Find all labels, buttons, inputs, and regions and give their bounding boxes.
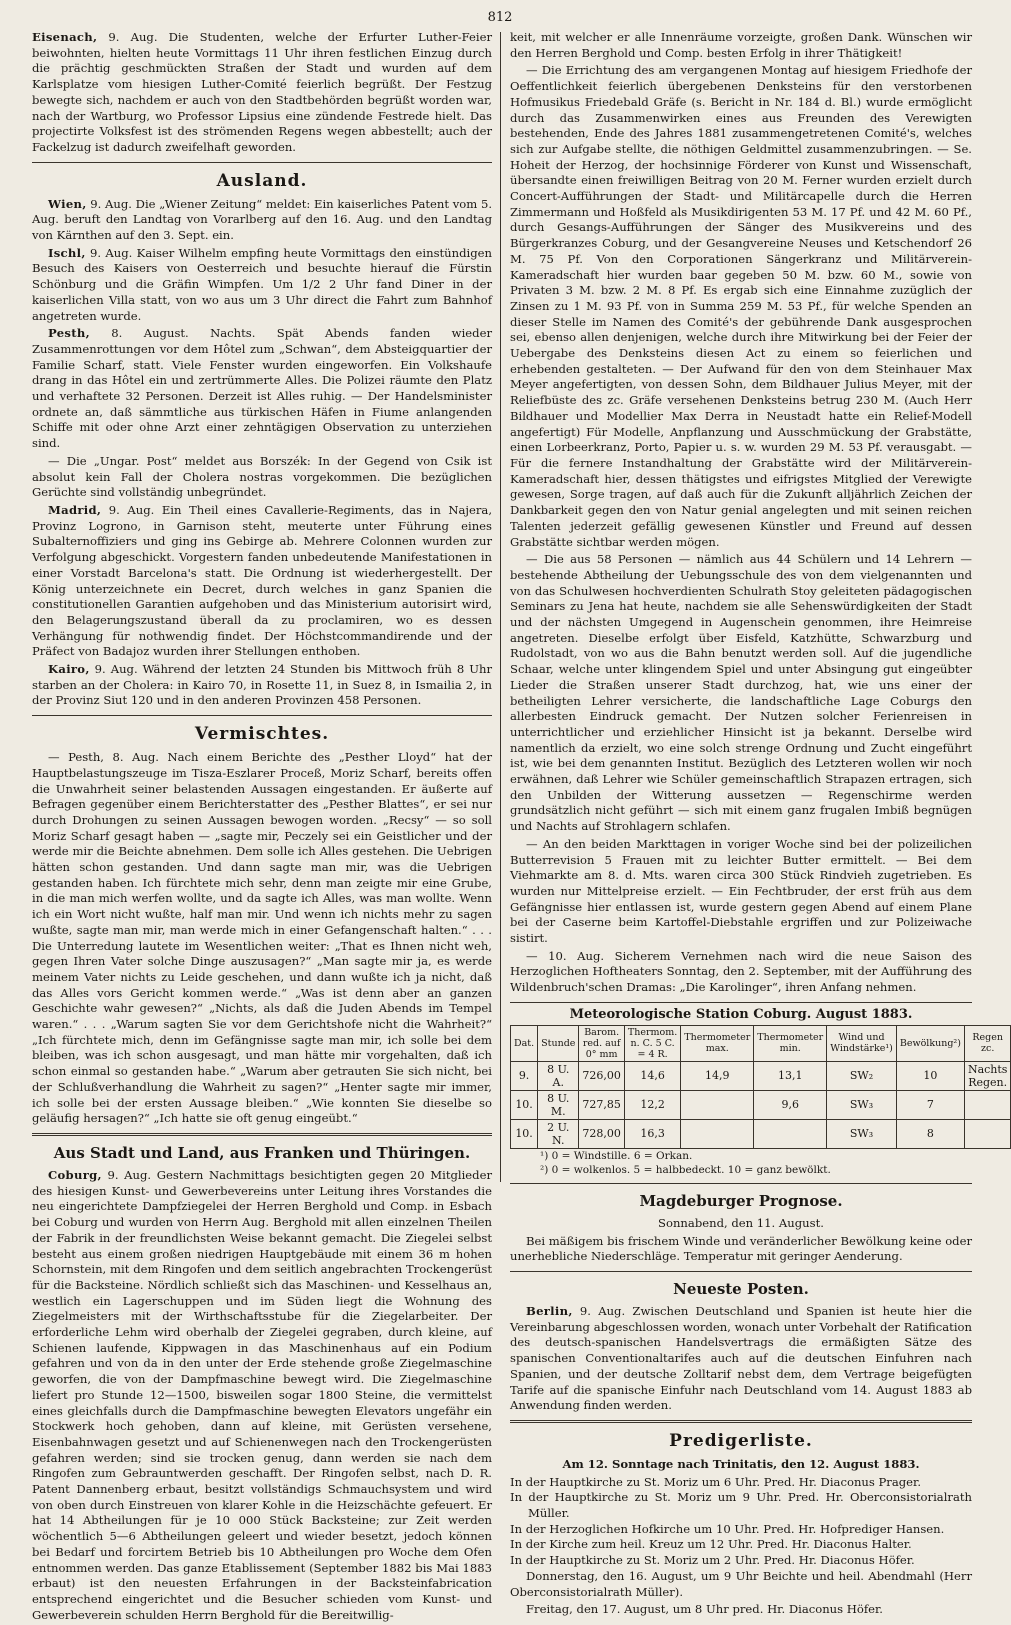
article-text: 9. Aug. Die „Wiener Zeitung“ meldet: Ein kaiserliches Patent vom 5. Aug. beruft den Landtag von Vorarlberg auf den 16. Aug. und den Landtag von Kärnthen auf den 3. Sept. ein. xyxy=(32,196,493,243)
table-cell xyxy=(754,1119,827,1148)
article-text: — Die „Ungar. Post“ meldet aus Borszék: In der Gegend von Csik ist absolut kein Fall der Cholera nostras vorgekommen. Die bezüglichen Gerüchte sind vollständig unbegründet. xyxy=(32,453,492,500)
article-text: 8. August. Nachts. Spät Abends fanden wieder Zusammenrottungen vor dem Hôtel zum „Schwan“, dem Absteigquartier der Familie Scharf, statt. Viele Fenster wurden eingeworfen. Ein Volkshaufe drang in das Hôtel ein und zertrümmerte Alles. Die Polizei räumte den Platz und verhaftete 32 Personen. Derzeit ist Alles ruhig. — Der Handelsminister ordnete an, daß sämmtliche aus türkischen Häfen in Fiume anlangenden Schiffe mit oder ohne Arzt einer zehntägigen Observation zu unterziehen sind. xyxy=(32,326,492,451)
section-divider xyxy=(32,1133,492,1136)
article-text: 9. Aug. Ein Theil eines Cavallerie-Regiments, das in Najera, Provinz Logrono, in Garnison steht, meuterte unter Führung eines Subalternoffiziers und ging ins Gebirge ab. Mehrere Colonnen wurden zur Verfolgung abgeschickt. Vorgestern fanden unbedeutende Manifestationen in einer Vorstadt Barcelona's statt. Die Ordnung ist wiederhergestellt. Der König unterzeichnete ein Decret, durch welches in ganz Spanien die constitutionellen Garantien aufgehoben und das Ministerium autorisirt wird, den Belagerungszustand überall da zu proclamiren, wo es dessen Verhängung für nothwendig findet. Der Höchstcommandirende und der Präfect von Badajoz wurden ihrer Stellungen enthoben. xyxy=(32,502,493,659)
article-denkstein: — Die Errichtung des am vergangenen Montag auf hiesigem Friedhofe der Oeffentlichkeit feierlich übergebenen Denksteins für den verstorbenen Hofmusikus Friedebald Gräfe (s. Bericht in Nr. 184 d. Bl.) wurde ermöglicht durch das Zusammenwirken eines aus Freunden des Verewigten bestehenden, Ende des Jahres 1881 zusammengetretenen Comité's, welches sich zur Aufgabe stellte, die nöthigen Geldmittel zusammenzubringen. — Se. Hoheit der Herzog, der hochsinnige Förderer von Kunst und Wissenschaft, übersandte einen freiwilligen Beitrag von 20 M. Ferner wurden erzielt durch Concert-Aufführungen der Stadt- und Militärcapelle durch die Herren Zimmermann und Hoßfeld als Musikdirigenten 53 M. 17 Pf. und 42 M. 60 Pf., durch Gesangs-Aufführungen der Sänger des Musikvereins und des Bürgerkranzes Coburg, und der Gesangvereine Neuses und Ketschendorf 26 M. 75 Pf. Von den Corporationen Sängerkranz und Militärverein-Kameradschaft hier wurden baar gegeben 50 M. bzw. 60 M., sowie von Privaten 3 M. bzw. 2 M. 8 Pf. Es ergab sich eine Einnahme zuzüglich der Zinsen zu 1 M. 93 Pf. von in Summa 259 M. 53 Pf., für welche Spenden an dieser Stelle im Namen des Comité's der gebührende Dank ausgesprochen sei, ebenso allen denjenigen, welche durch ihre Mitwirkung bei der Feier der Uebergabe des Denksteins diesen Act zu einem so feierlichen und erhebenden gestalteten. — Der Aufwand für den von dem Steinhauer Max Meyer angefertigten, von dessen Sohn, dem Bildhauer Julius Meyer, mit der Reliefbüste des zc. Gräfe versehenen Denksteins betrug 230 M. (Auch Herr Bildhauer und Modellier Max Derra in Neustadt hatte ein Relief-Modell angefertigt) Für Modelle, Anpflanzung und Ausschmückung der Grabstätte, einen Lorbeerkranz, Porto, Papier u. s. w. wurden 29 M. 53 Pf. verausgabt. — Für die fernere Instandhaltung der Grabstätte wird der Militärverein-Kameradschaft hier, dessen thätigstes und eifrigstes Mitglied der Verewigte gewesen, Sorge tragen, auf daß auch für die Zukunft alljährlich Zeichen der Dankbarkeit gegen den von Natur genial angelegten und mit seinen reichen Talenten jederzeit gefällig gewesenen Künstler und Freund auf dessen Grabstätte sichtbar werden mögen. xyxy=(510,63,972,549)
table-cell: 12,2 xyxy=(624,1090,680,1119)
predigt-entry: In der Kirche zum heil. Kreuz um 12 Uhr. Pred. Hr. Diaconus Halter. xyxy=(510,1537,912,1552)
dateline-place: Eisenach, xyxy=(32,30,98,44)
table-cell: 14,6 xyxy=(624,1061,680,1090)
table-row xyxy=(511,1119,1011,1148)
predigt-entry: In der Hauptkirche zu St. Moriz um 2 Uhr. Pred. Hr. Diaconus Höfer. xyxy=(510,1553,915,1568)
article-ischl xyxy=(32,246,492,325)
table-cell: SW₂ xyxy=(827,1061,897,1090)
meteo-table xyxy=(510,1025,1011,1149)
prognose-text: Bei mäßigem bis frischem Winde und veränderlicher Bewölkung keine oder unerhebliche Niederschläge. Temperatur mit geringer Aenderung. xyxy=(510,1233,972,1264)
table-header: Bewölkung²) xyxy=(896,1025,964,1061)
table-cell xyxy=(964,1119,1011,1148)
article-coburg xyxy=(32,1168,492,1623)
article-seminar-jena: — Die aus 58 Personen — nämlich aus 44 Schülern und 14 Lehrern — bestehende Abtheilung der Uebungsschule des von dem vielgenannten und von das Schulwesen hochverdienten Schulrath Stoy geleiteten pädagogischen Seminars zu Jena hat heute, nachdem sie alle Sehenswürdigkeiten der Stadt und der nächsten Umgegend in Augenschein genommen, ihre Heimreise angetreten. Dieselbe erfolgt über Eisfeld, Katzhütte, Schwarzburg und Rudolstadt, von wo aus die Bahn benutzt werden soll. Auf die jugendliche Schaar, welche unter klingendem Spiel und unter Absingung gut eingeübter Lieder die Straßen unserer Stadt durchzog, hat, wie uns einer der betheiligten Lehrer versicherte, die landschaftliche Lage Coburgs den allerbesten Eindruck gemacht. Der Nutzen solcher Ferienreisen in unterrichtlicher und erziehlicher Hinsicht ist ja bekannt. Derselbe wird namentlich da erzielt, wo eine solch strenge Ordnung und Zucht eingeführt ist, wie bei dem genannten Institut. Bezüglich des Letzteren wollen wir noch erwähnen, daß Lehrer wie Schüler gemeinschaftlich Strapazen ertragen, sich den Unbilden der Witterung aussetzen — Regenschirme werden grundsätzlich nicht geführt — sich mit einem ganz frugalen Imbiß begnügen und Nachts auf Strohlagern schlafen. xyxy=(510,552,972,834)
dateline-place: Pesth, xyxy=(48,326,90,341)
table-header: Thermometer min. xyxy=(754,1025,827,1061)
table-header: Wind und Windstärke¹) xyxy=(827,1025,897,1061)
table-cell: 8 U. M. xyxy=(538,1090,579,1119)
table-row xyxy=(511,1061,1011,1090)
section-divider xyxy=(32,162,492,163)
predigt-subtitle: Am 12. Sonntage nach Trinitatis, den 12. August 1883. xyxy=(562,1456,920,1471)
section-heading-ausland: Ausland. xyxy=(216,170,308,191)
table-cell: 16,3 xyxy=(624,1119,680,1148)
table-cell: 10. xyxy=(511,1119,538,1148)
prognose-date: Sonnabend, den 11. August. xyxy=(658,1215,824,1230)
table-cell: SW₃ xyxy=(827,1119,897,1148)
dateline-place: Coburg, xyxy=(48,1168,102,1182)
table-header: Thermometer max. xyxy=(681,1025,754,1061)
article-text: 9. Aug. Während der letzten 24 Stunden bis Mittwoch früh 8 Uhr starben an der Cholera: in Kairo 70, in Rosette 11, in Suez 8, in Ismailia 2, in der Provinz Siut 120 und in den anderen Provinzen 458 Personen. xyxy=(32,662,492,708)
page-number: 812 xyxy=(487,10,513,25)
table-cell: 10 xyxy=(896,1061,964,1090)
section-divider xyxy=(510,1420,972,1423)
table-header: Thermom. n. C. 5 C. = 4 R. xyxy=(624,1025,680,1061)
table-header: Dat. xyxy=(511,1025,538,1061)
dateline-place: Ischl, xyxy=(48,245,86,260)
section-heading-stadt-land: Aus Stadt und Land, aus Franken und Thüringen. xyxy=(53,1144,471,1162)
article-vermischtes: — Pesth, 8. Aug. Nach einem Berichte des „Pesther Lloyd“ hat der Hauptbelastungszeuge im Tisza-Eszlarer Proceß, Moriz Scharf, bereits offen die Unwahrheit seiner belastenden Aussagen eingestanden. Er äußerte auf Befragen gegenüber einem Berichterstatter des „Pesther Blattes“, er sei nur durch Drohungen zu seinen Aussagen bewogen worden. „Recsy“ — so soll Moriz Scharf gesagt haben — „sagte mir, Peczely sei ein Geistlicher und der werde mir die Beichte abnehmen. Dem solle ich Alles gestehen. Die Uebrigen hätten schon gestanden. Und dann sagte man mir, was die Uebrigen gestanden haben. Ich fürchtete mich sehr, denn man zeigte mir eine Grube, in die man mich werfen wollte, und da sagte ich Alles, was man wollte. Wenn ich ein Wort nicht wußte, half man mir. Und wenn ich nichts mehr zu sagen wußte, sagte man mir, man werde mich in einer Gefangenschaft halten.“ . . . Die Unterredung lautete im Wesentlichen weiter: „That es Ihnen nicht weh, gegen Ihren Vater solche Dinge auszusagen?“ „Man sagte mir ja, es werde meinem Vater nichts zu Leide geschehen, und dann wußte ich ja nicht, daß das Alles vors Gericht kommen werde.“ „Was ist denn aber an ganzen Geschichte wahr gewesen?“ „Nichts, als daß die Juden Abends im Tempel waren.“ . . . „Warum sagten Sie vor dem Gerichtshofe nicht die Wahrheit?“ „Ich fürchtete mich, denn im Gefängnisse sagte man mir, ich solle bei dem bleiben, was ich schon ausgesagt, und man hätte mir vorgehalten, daß ich schon einmal so gestanden habe.“ „Warum aber getrauten Sie sich nicht, bei der Schlußverhandlung die Wahrheit zu sagen?“ „Henter sagte mir immer, ich solle bei der ersten Aussage bleiben.“ „Wie konnten Sie dieselbe so geläufig hersagen?“ „Ich hatte sie oft genug eingeübt.“ xyxy=(32,750,492,1126)
article-markttage: — An den beiden Markttagen in voriger Woche sind bei der polizeilichen Butterrevision 5 Frauen mit zu leichter Butter ermittelt. — Bei dem Viehmarkte am 8. d. Mts. waren circa 300 Stück Rindvieh zugetrieben. Es wurden nur Mittelpreise erzielt. — Ein Fechtbruder, der erst früh aus dem Gefängnisse hier entlassen ist, wurde gestern gegen Abend auf einem Plane bei der Caserne beim Kartoffel-Diebstahle ergriffen und zur Polizeiwache sistirt. xyxy=(510,836,972,946)
table-cell: 8 U. A. xyxy=(538,1061,579,1090)
table-cell xyxy=(681,1119,754,1148)
table-cell: 728,00 xyxy=(579,1119,625,1148)
table-cell: SW₃ xyxy=(827,1090,897,1119)
predigt-entry: In der Hauptkirche zu St. Moriz um 9 Uhr. Pred. Hr. Oberconsistorialrath Müller. xyxy=(510,1490,972,1521)
article-berlin xyxy=(510,1304,972,1414)
table-cell: 727,85 xyxy=(579,1090,625,1119)
right-column xyxy=(510,30,1008,1620)
article-text: 9. Aug. Die Studenten, welche der Erfurter Luther-Feier beiwohnten, hielten heute Vormittags 11 Uhr ihren festlichen Einzug durch die prächtig geschmückten Straßen der Stadt und wurden auf dem Karlsplatze vom hiesigen Luther-Comité feierlich begrüßt. Der Festzug bewegte sich, nachdem er auch von den Stadtbehörden begrüßt worden war, nach der Wartburg, wo Professor Lipsius eine zündende Festrede hielt. Das projectirte Volksfest ist des strömenden Regens wegen abbestellt; auch der Fackelzug ist dadurch zweifelhaft geworden. xyxy=(32,30,492,154)
meteo-title: Meteorologische Station Coburg. August 1883. xyxy=(569,1006,913,1022)
table-cell: Nachts Regen. xyxy=(964,1061,1011,1090)
section-divider xyxy=(510,1002,972,1003)
table-row xyxy=(511,1090,1011,1119)
column-divider xyxy=(500,32,501,1182)
article-text: 9. Aug. Kaiser Wilhelm empfing heute Vormittags den einstündigen Besuch des Kaisers von Oesterreich und besuchte hierauf die Fürstin Schönburg und die Gräfin Wimpfen. Um 1/2 2 Uhr fand Diner in der kaiserlichen Villa statt, von wo aus um 3 Uhr direct die Fahrt zum Bahnhof angetreten wurde. xyxy=(32,245,492,323)
dateline-place: Kairo, xyxy=(48,662,90,677)
table-cell: 2 U. N. xyxy=(538,1119,579,1148)
table-header-row xyxy=(511,1025,1011,1061)
article-madrid xyxy=(32,503,492,660)
dateline-place: Berlin, xyxy=(526,1304,573,1318)
prognose-title: Magdeburger Prognose. xyxy=(639,1191,843,1210)
article-ungar-post xyxy=(32,454,492,501)
article-text: 9. Aug. Zwischen Deutschland und Spanien ist heute hier die Vereinbarung abgeschlossen worden, wonach unter Vorbehalt der Ratification des deutsch-spanischen Handelsvertrags die ermäßigten Sätze des spanischen Conventionaltarifes auch auf die deutschen Einfuhren nach Spanien, und der deutsche Zolltarif nebst dem, dem Vertrage beigefügten Tarife auf die spanische Einfuhr nach Deutschland vom 14. August 1883 ab Anwendung finden werden. xyxy=(510,1304,973,1413)
table-header: Regen zc. xyxy=(964,1025,1011,1061)
table-cell: 7 xyxy=(896,1090,964,1119)
section-divider xyxy=(32,715,492,716)
table-header: Barom. red. auf 0° mm xyxy=(579,1025,625,1061)
predigt-entry: In der Herzoglichen Hofkirche um 10 Uhr. Pred. Hr. Hofprediger Hansen. xyxy=(510,1521,945,1536)
section-divider xyxy=(510,1183,972,1184)
predigt-freitag: Freitag, den 17. August, um 8 Uhr pred. Hr. Diaconus Höfer. xyxy=(526,1602,883,1617)
meteo-footnote: ²) 0 = wolkenlos. 5 = halbbedeckt. 10 = ganz bewölkt. xyxy=(540,1163,831,1176)
article-kairo xyxy=(32,662,492,709)
article-pesth xyxy=(32,326,492,452)
table-cell: 14,9 xyxy=(681,1061,754,1090)
section-heading-vermischtes: Vermischtes. xyxy=(194,724,330,745)
article-hoftheater: — 10. Aug. Sicherem Vernehmen nach wird die neue Saison des Herzoglichen Hoftheaters Sonntag, den 2. September, mit der Aufführung des Wildenbruch'schen Dramas: „Die Karolinger“, ihren Anfang nehmen. xyxy=(510,948,972,995)
table-cell xyxy=(964,1090,1011,1119)
table-cell: 8 xyxy=(896,1119,964,1148)
predigt-entry: In der Hauptkirche zu St. Moriz um 6 Uhr. Pred. Hr. Diaconus Prager. xyxy=(510,1474,921,1489)
neueste-title: Neueste Posten. xyxy=(673,1280,809,1298)
table-header: Stunde xyxy=(538,1025,579,1061)
article-text: 9. Aug. Gestern Nachmittags besichtigten gegen 20 Mitglieder des hiesigen Kunst- und Gewerbevereins unter Leitung ihres Vorstandes die neu eingerichtete Dampfziegelei der Herren Berghold und Comp. in Esbach bei Coburg und wurden von Herrn Aug. Berghold mit allen einzelnen Theilen der Fabrik in der freundlichsten Weise bekannt gemacht. Die Ziegelei selbst besteht aus einem großen niedrigen Hauptgebäude mit einem 36 m hohen Schornstein, mit dem Ringofen und dem seitlich angebrachten Trockengerüst für die Backsteine. Nördlich schließt sich das Maschinen- und Kesselhaus an, westlich ein Lagerschuppen und im Süden liegt die Wohnung des Ziegelmeisters mit der Wirthschaftsstube für die Ziegelarbeiter. Der erforderliche Lehm wird oberhalb der Ziegelei gegraben, durch kleine, auf Schienen laufende, Kippwagen in das Maschinenhaus auf ein Podium gefahren und von da in den unter der Erde stehende große Ziegelmaschine geworfen, die von der Dampfmaschine bewegt wird. Die Ziegelmaschine liefert pro Stunde 12—1500, bisweilen sogar 1800 Steine, die vermittelst eines gleichfalls durch die Dampfmaschine bewegten Elevators ungefähr ein Stockwerk hoch gehoben, dann auf kleine, mit Gerüsten versehene, Eisenbahnwagen gesetzt und auf Schienenwegen nach den Trockengerüsten gefahren werden; sind sie trocken genug, dann werden sie nach dem Ringofen zum Gebrauntwerden geschafft. Der Ringofen selbst, nach D. R. Patent Dannenberg erbaut, besitzt vollständigs Schmauchsystem und wird von oben durch Einstreuen von klarer Kohle in die Heizschächte gefeuert. Er hat 14 Abtheilungen für je 10 000 Stück Backsteine; zur Zeit werden wöchentlich 5—6 Abtheilungen geleert und wieder besetzt, jedoch können bei Bedarf und forcirtem Betrieb bis 10 Abtheilungen pro Woche dem Ofen entnommen werden. Das ganze Etablissement (September 1882 bis Mai 1883 erbaut) ist den neuesten Erfahrungen in der Backsteinfabrication entsprechend eingerichtet und die Besucher schieden vom Kunst- und Gewerbeverein schulden Herrn Berghold für die Bereitwillig- xyxy=(32,1168,492,1622)
article-coburg-continued: keit, mit welcher er alle Innenräume vorzeigte, großen Dank. Wünschen wir den Herren Berghold und Comp. besten Erfolg in ihrer Thätigkeit! xyxy=(510,30,972,60)
dateline-place: Wien, xyxy=(48,196,87,211)
article-wien xyxy=(32,197,492,244)
table-cell: 10. xyxy=(511,1090,538,1119)
table-cell: 9. xyxy=(511,1061,538,1090)
table-cell: 9,6 xyxy=(754,1090,827,1119)
left-column xyxy=(32,30,492,1625)
dateline-place: Madrid, xyxy=(48,502,102,517)
table-cell: 726,00 xyxy=(579,1061,625,1090)
section-divider xyxy=(510,1271,972,1272)
article-eisenach xyxy=(32,30,492,156)
table-cell xyxy=(681,1090,754,1119)
meteo-footnote: ¹) 0 = Windstille. 6 = Orkan. xyxy=(540,1149,693,1162)
predigt-title: Predigerliste. xyxy=(669,1430,813,1451)
table-cell: 13,1 xyxy=(754,1061,827,1090)
predigt-donnerstag: Donnerstag, den 16. August, um 9 Uhr Beichte und heil. Abendmahl (Herr Oberconsistorialrath Müller). xyxy=(510,1568,972,1599)
